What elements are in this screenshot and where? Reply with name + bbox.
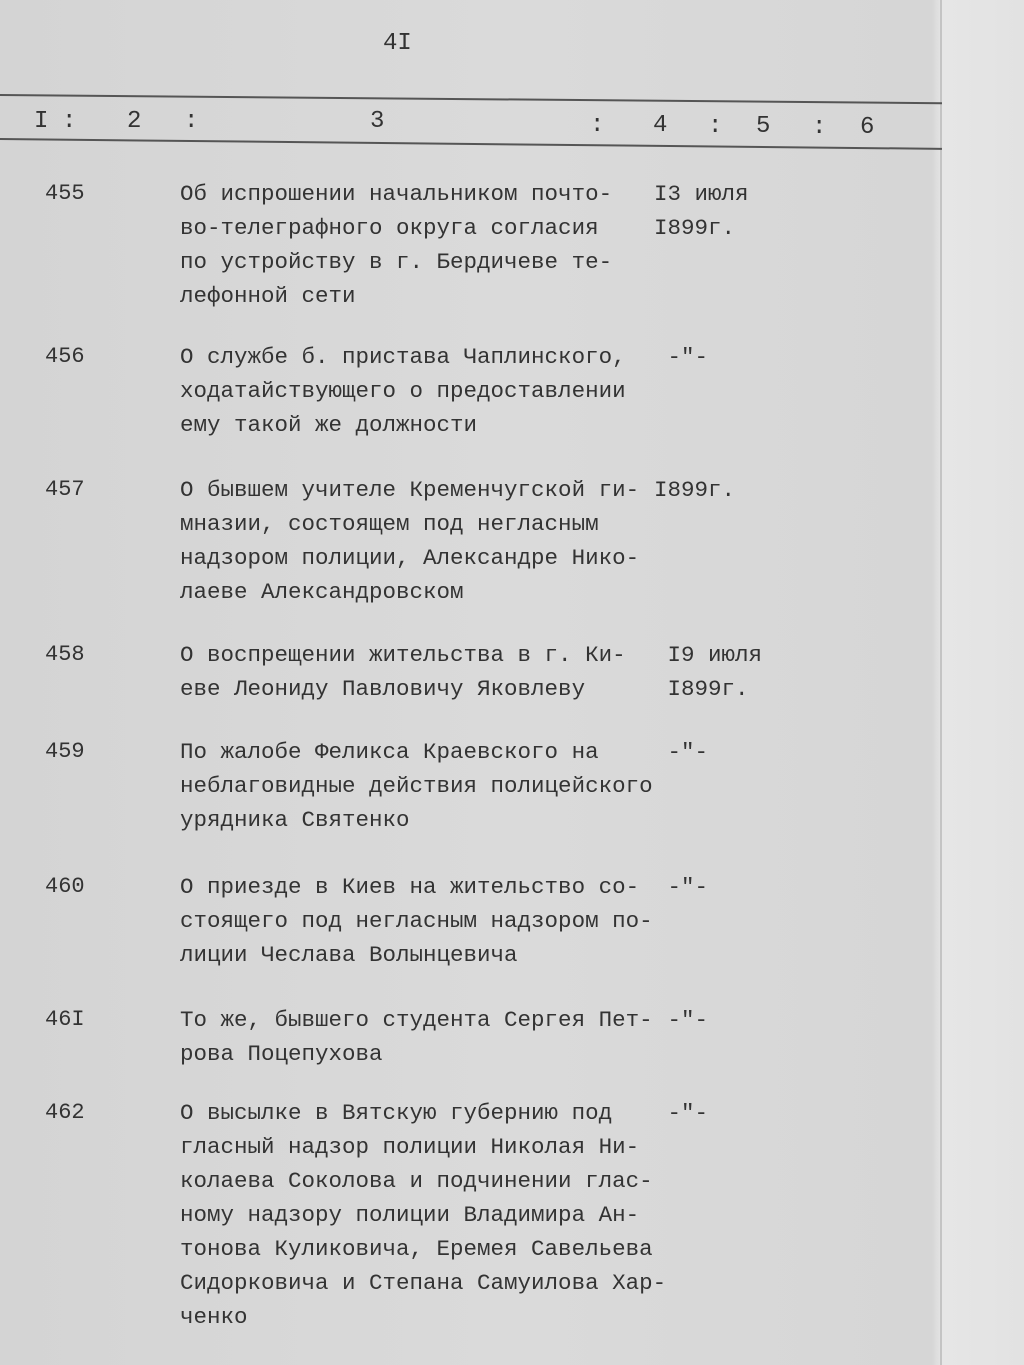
entry-number: 458 xyxy=(45,642,85,667)
entry-date: -"- xyxy=(654,874,709,900)
column-separator: : xyxy=(708,113,723,140)
column-separator: : xyxy=(590,112,605,139)
entry-number: 457 xyxy=(45,477,85,502)
entry-number: 462 xyxy=(45,1100,85,1125)
page-edge xyxy=(940,0,942,1365)
entry-date: -"- xyxy=(654,1100,709,1126)
entry-number: 455 xyxy=(45,181,85,206)
entry-text: О бывшем учителе Кременчугской ги- мназии, состоящем под негласным надзором полиции, Александре Нико- лаеве Александровском xyxy=(180,477,640,605)
entry-date: I9 июля I899г. xyxy=(667,642,763,702)
entry-number: 459 xyxy=(45,739,85,764)
entry-text: О высылке в Вятскую губернию под гласный надзор полиции Николая Ни- колаева Соколова и подчинении глас- ному надзору полиции Владимира Ан- тонова Куликовича, Еремея Савельева Сидорковича и Степана Самуилова Хар- ченко xyxy=(180,1100,667,1330)
entry-number: 460 xyxy=(45,874,85,899)
entry-text: О воспрещении жительства в г. Ки- еве Леониду Павловичу Яковлеву xyxy=(180,642,626,702)
header-top-rule xyxy=(0,94,942,104)
entry-text: По жалобе Феликса Краевского на неблаговидные действия полицейского урядника Святенко xyxy=(180,739,653,833)
entry-text: То же, бывшего студента Сергея Пет- рова Поцепухова xyxy=(180,1007,653,1067)
entry-date: -"- xyxy=(654,344,709,370)
entry-date: -"- xyxy=(654,1007,709,1033)
entry-date: -"- xyxy=(654,739,709,765)
column-header-1: I xyxy=(34,108,49,135)
column-separator: : xyxy=(62,108,77,135)
page-number: 4I xyxy=(383,30,412,57)
column-separator: : xyxy=(184,108,199,135)
column-header-5: 5 xyxy=(756,113,771,140)
entry-text: Об испрошении начальником почто- во-телеграфного округа согласия по устройству в г. Бердичеве те- лефонной сети xyxy=(180,181,613,309)
column-header-3: 3 xyxy=(370,108,385,135)
entry-number: 456 xyxy=(45,344,85,369)
column-separator: : xyxy=(812,114,827,141)
column-header-6: 6 xyxy=(860,114,875,141)
entry-text: О приезде в Киев на жительство со- стоящего под негласным надзором по- лиции Чеслава Волынцевича xyxy=(180,874,653,968)
entry-text: О службе б. пристава Чаплинского, ходатайствующего о предоставлении ему такой же должности xyxy=(180,344,626,438)
column-header-4: 4 xyxy=(653,112,668,139)
column-header-2: 2 xyxy=(127,108,142,135)
entry-number: 46I xyxy=(45,1007,85,1032)
header-bottom-rule xyxy=(0,138,942,150)
entry-date: I899г. xyxy=(654,477,736,503)
entry-date: I3 июля I899г. xyxy=(654,181,749,241)
